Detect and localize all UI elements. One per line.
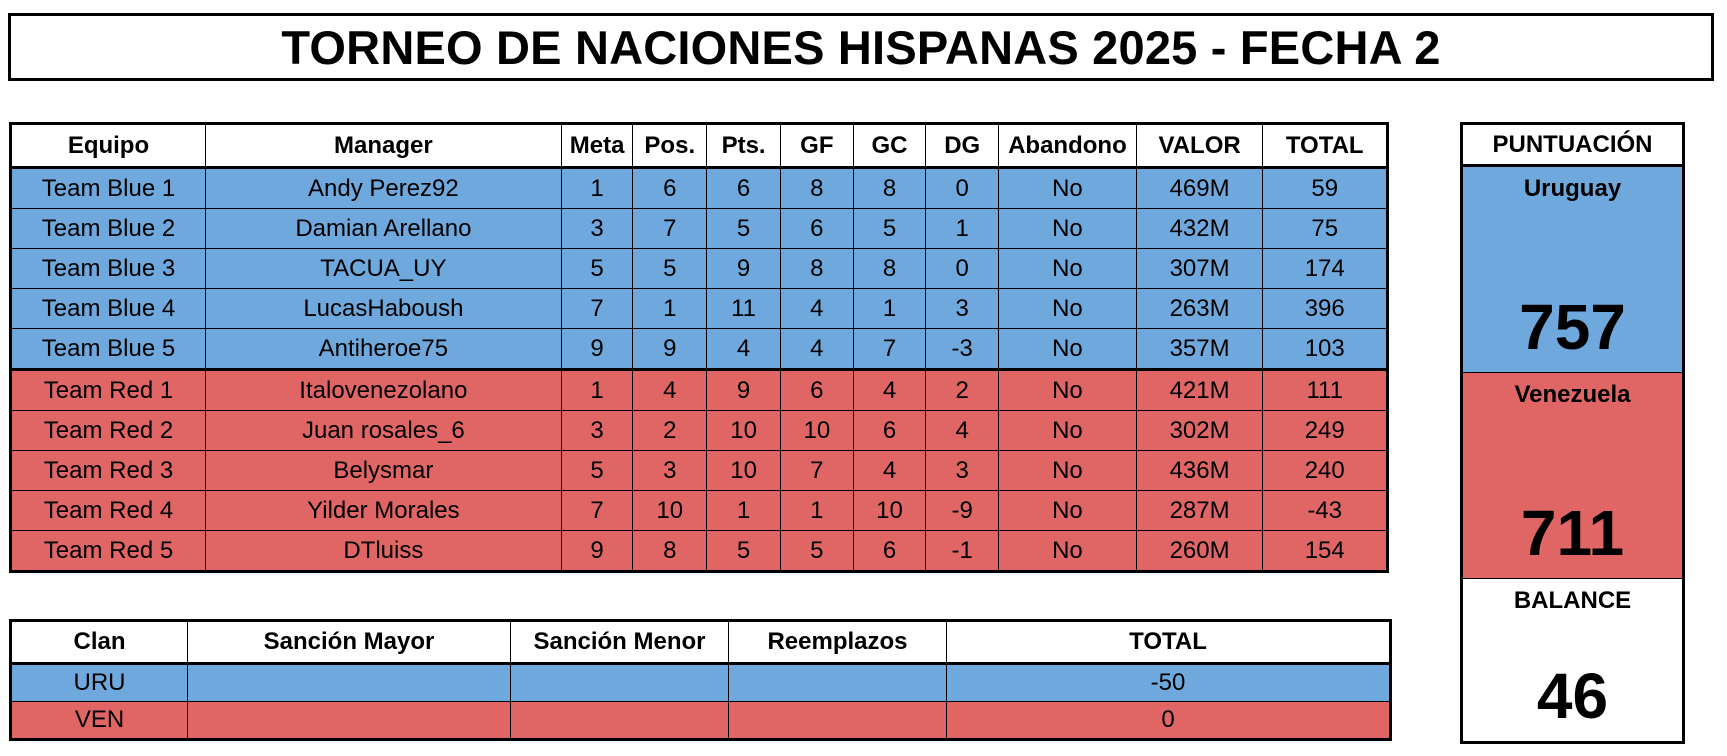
table-cell: 436M — [1136, 451, 1263, 491]
table-cell: Juan rosales_6 — [205, 411, 561, 451]
table-cell — [729, 664, 947, 702]
table-cell: 10 — [633, 491, 707, 531]
header-sancion-mayor: Sanción Mayor — [188, 621, 511, 664]
table-cell: No — [999, 411, 1137, 451]
table-cell: 7 — [633, 209, 707, 249]
table-cell: 10 — [853, 491, 926, 531]
table-row — [11, 451, 1388, 491]
table-cell: LucasHaboush — [205, 289, 561, 329]
table-cell: 0 — [947, 702, 1391, 740]
table-cell: 4 — [707, 329, 781, 370]
table-cell: Team Blue 1 — [11, 168, 206, 209]
header-pts: Pts. — [707, 124, 781, 168]
table-cell: VEN — [11, 702, 188, 740]
table-cell: -3 — [926, 329, 999, 370]
table-cell: 5 — [853, 209, 926, 249]
table-cell: 154 — [1263, 531, 1388, 572]
page-title: TORNEO DE NACIONES HISPANAS 2025 - FECHA 2 — [8, 13, 1714, 81]
table-cell: No — [999, 249, 1137, 289]
table-cell: 5 — [633, 249, 707, 289]
header-manager: Manager — [205, 124, 561, 168]
sanctions-header-row — [11, 621, 1391, 664]
table-cell: 7 — [780, 451, 853, 491]
table-cell: Team Red 4 — [11, 491, 206, 531]
table-row — [11, 531, 1388, 572]
table-cell: -9 — [926, 491, 999, 531]
table-cell: 75 — [1263, 209, 1388, 249]
balance-value: 46 — [1536, 660, 1609, 732]
table-cell: 111 — [1263, 370, 1388, 411]
table-cell: 263M — [1136, 289, 1263, 329]
table-cell: 2 — [633, 411, 707, 451]
standings-header-row — [11, 124, 1388, 168]
table-cell: No — [999, 209, 1137, 249]
table-cell: 1 — [780, 491, 853, 531]
table-cell: 4 — [780, 329, 853, 370]
table-cell: 4 — [780, 289, 853, 329]
table-row — [11, 411, 1388, 451]
header-abandono: Abandono — [999, 124, 1137, 168]
table-cell: 260M — [1136, 531, 1263, 572]
table-cell: No — [999, 491, 1137, 531]
table-cell: 302M — [1136, 411, 1263, 451]
venezuela-label: Venezuela — [1514, 381, 1631, 408]
table-cell: 421M — [1136, 370, 1263, 411]
balance-block — [1463, 579, 1682, 741]
header-equipo: Equipo — [11, 124, 206, 168]
table-cell: 3 — [561, 209, 633, 249]
table-row — [11, 664, 1391, 702]
table-cell: 9 — [561, 329, 633, 370]
table-cell: 9 — [633, 329, 707, 370]
standings-table — [9, 122, 1389, 573]
table-cell: 6 — [780, 370, 853, 411]
table-row — [11, 168, 1388, 209]
table-cell: No — [999, 531, 1137, 572]
table-cell: Team Red 1 — [11, 370, 206, 411]
table-cell: 9 — [707, 370, 781, 411]
table-cell: 432M — [1136, 209, 1263, 249]
table-cell: No — [999, 168, 1137, 209]
table-cell: 3 — [561, 411, 633, 451]
table-cell: 5 — [707, 209, 781, 249]
table-cell: 4 — [926, 411, 999, 451]
table-cell: 6 — [853, 411, 926, 451]
table-row — [11, 209, 1388, 249]
table-cell: 5 — [780, 531, 853, 572]
table-cell: No — [999, 329, 1137, 370]
table-cell: 4 — [853, 451, 926, 491]
table-cell: Damian Arellano — [205, 209, 561, 249]
score-header: PUNTUACIÓN — [1463, 125, 1682, 167]
table-row — [11, 702, 1391, 740]
table-cell: 6 — [853, 531, 926, 572]
table-cell: 9 — [561, 531, 633, 572]
table-row — [11, 329, 1388, 370]
table-cell: 7 — [561, 289, 633, 329]
table-row — [11, 289, 1388, 329]
table-cell: -50 — [947, 664, 1391, 702]
header-valor: VALOR — [1136, 124, 1263, 168]
table-cell: 7 — [853, 329, 926, 370]
header-pos: Pos. — [633, 124, 707, 168]
header-total: TOTAL — [1263, 124, 1388, 168]
table-row — [11, 491, 1388, 531]
table-cell: 4 — [853, 370, 926, 411]
table-cell: No — [999, 289, 1137, 329]
table-cell: 8 — [853, 168, 926, 209]
table-cell — [729, 702, 947, 740]
table-cell: 59 — [1263, 168, 1388, 209]
header-gf: GF — [780, 124, 853, 168]
header-clan: Clan — [11, 621, 188, 664]
table-cell: 5 — [707, 531, 781, 572]
table-cell: 11 — [707, 289, 781, 329]
table-cell: 1 — [853, 289, 926, 329]
table-cell: 2 — [926, 370, 999, 411]
table-cell: 10 — [780, 411, 853, 451]
table-cell: 103 — [1263, 329, 1388, 370]
table-cell: 307M — [1136, 249, 1263, 289]
table-cell: 5 — [561, 249, 633, 289]
table-cell: -1 — [926, 531, 999, 572]
table-cell — [511, 702, 729, 740]
table-cell: Yilder Morales — [205, 491, 561, 531]
table-cell: No — [999, 370, 1137, 411]
table-row — [11, 370, 1388, 411]
table-cell: 4 — [633, 370, 707, 411]
table-cell: 7 — [561, 491, 633, 531]
table-cell: 249 — [1263, 411, 1388, 451]
table-cell: 6 — [633, 168, 707, 209]
uruguay-score-block — [1463, 167, 1682, 373]
table-cell — [188, 702, 511, 740]
table-cell: 3 — [926, 289, 999, 329]
header-meta: Meta — [561, 124, 633, 168]
header-sanctions-total: TOTAL — [947, 621, 1391, 664]
table-cell: 1 — [707, 491, 781, 531]
uruguay-score: 757 — [1519, 291, 1626, 363]
table-cell: No — [999, 451, 1137, 491]
table-cell: 0 — [926, 249, 999, 289]
venezuela-score-block — [1463, 373, 1682, 579]
table-cell: 5 — [561, 451, 633, 491]
table-cell: 9 — [707, 249, 781, 289]
table-cell: 10 — [707, 411, 781, 451]
table-cell: Team Blue 5 — [11, 329, 206, 370]
table-cell: Andy Perez92 — [205, 168, 561, 209]
table-cell: 1 — [561, 370, 633, 411]
table-cell: 1 — [633, 289, 707, 329]
table-cell: 10 — [707, 451, 781, 491]
venezuela-score: 711 — [1520, 497, 1625, 569]
table-cell: 8 — [780, 168, 853, 209]
table-cell: 3 — [633, 451, 707, 491]
table-cell — [188, 664, 511, 702]
table-cell: Belysmar — [205, 451, 561, 491]
table-cell: 1 — [926, 209, 999, 249]
table-cell: 396 — [1263, 289, 1388, 329]
table-cell — [511, 664, 729, 702]
table-cell: 6 — [780, 209, 853, 249]
table-cell: 1 — [561, 168, 633, 209]
table-cell: 8 — [780, 249, 853, 289]
table-cell: 357M — [1136, 329, 1263, 370]
table-cell: 240 — [1263, 451, 1388, 491]
table-cell: Team Red 2 — [11, 411, 206, 451]
table-cell: Italovenezolano — [205, 370, 561, 411]
table-cell: Team Red 3 — [11, 451, 206, 491]
table-cell: -43 — [1263, 491, 1388, 531]
table-cell: Team Blue 4 — [11, 289, 206, 329]
table-cell: 0 — [926, 168, 999, 209]
table-cell: 174 — [1263, 249, 1388, 289]
table-cell: 287M — [1136, 491, 1263, 531]
header-gc: GC — [853, 124, 926, 168]
table-cell: TACUA_UY — [205, 249, 561, 289]
table-cell: Team Blue 3 — [11, 249, 206, 289]
table-cell: DTluiss — [205, 531, 561, 572]
table-cell: 469M — [1136, 168, 1263, 209]
table-cell: 6 — [707, 168, 781, 209]
table-cell: Team Blue 2 — [11, 209, 206, 249]
table-cell: 3 — [926, 451, 999, 491]
balance-label: BALANCE — [1513, 587, 1632, 614]
table-cell: Antiheroe75 — [205, 329, 561, 370]
table-cell: Team Red 5 — [11, 531, 206, 572]
header-reemplazos: Reemplazos — [729, 621, 947, 664]
header-sancion-menor: Sanción Menor — [511, 621, 729, 664]
table-row — [11, 249, 1388, 289]
header-dg: DG — [926, 124, 999, 168]
table-cell: 8 — [633, 531, 707, 572]
table-cell: 8 — [853, 249, 926, 289]
uruguay-label: Uruguay — [1523, 175, 1622, 202]
table-cell: URU — [11, 664, 188, 702]
score-panel — [1460, 122, 1685, 744]
sanctions-table — [9, 619, 1392, 741]
